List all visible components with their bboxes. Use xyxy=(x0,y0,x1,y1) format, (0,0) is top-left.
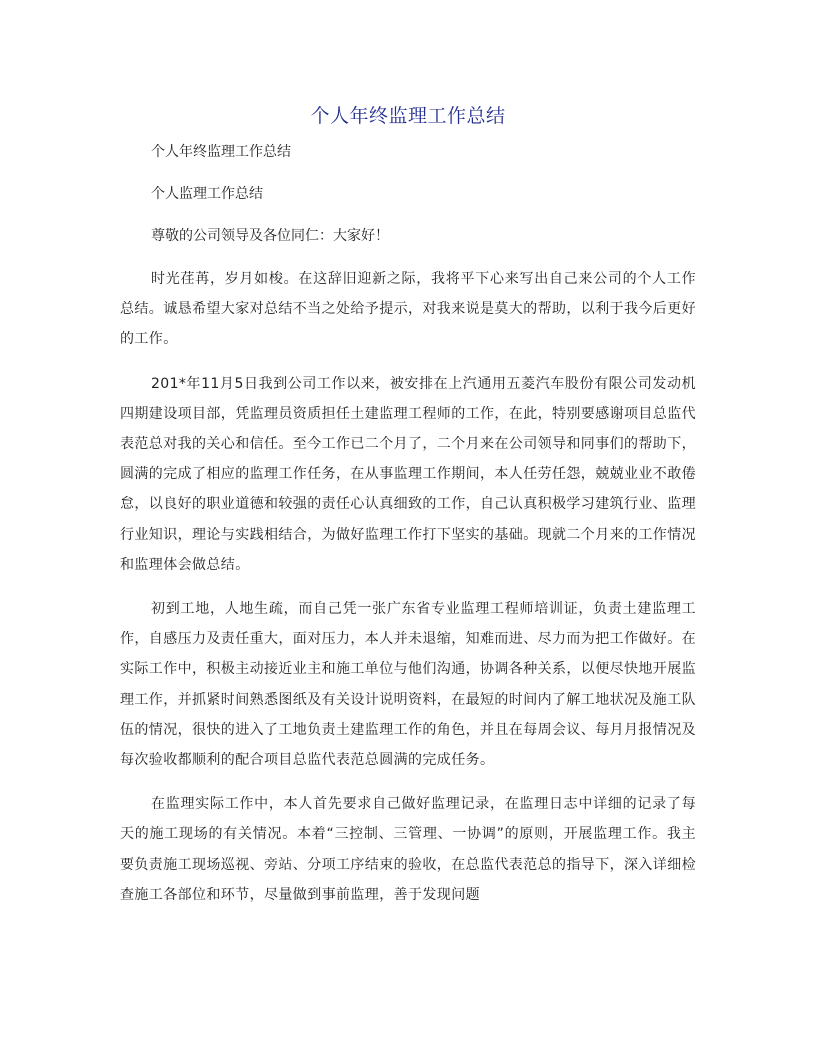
greeting-line: 尊敬的公司领导及各位同仁：大家好！ xyxy=(151,228,389,244)
body-paragraph: 在监理实际工作中，本人首先要求自己做好监理记录，在监理日志中详细的记录了每天的施工现场的有关情况。本着“三控制、三管理、一协调”的原则，开展监理工作。我主要负责施工现场巡视、旁站、分项工序结束的验收，在总监代表范总的指导下，深入详细检查施工各部位和环节，尽量做到事前监理，善于发现问题 xyxy=(120,796,696,903)
document-title: 个人年终监理工作总结 xyxy=(310,105,506,127)
body-paragraph: 时光荏苒，岁月如梭。在这辞旧迎新之际，我将平下心来写出自己来公司的个人工作总结。诚恳希望大家对总结不当之处给予提示，对我来说是莫大的帮助，以利于我今后更好的工作。 xyxy=(120,271,696,348)
subtitle-line: 个人年终监理工作总结 xyxy=(151,144,291,160)
body-paragraph: 201*年11月5日我到公司工作以来，被安排在上汽通用五菱汽车股份有限公司发动机四期建设项目部，凭监理员资质担任土建监理工程师的工作，在此，特别要感谢项目总监代表范总对我的关心和信任。至今工作已二个月了，二个月来在公司领导和同事们的帮助下，圆满的完成了相应的监理工作任务，在从事监理工作期间，本人任劳任怨，兢兢业业不敢倦怠，以良好的职业道德和较强的责任心认真细致的工作，自己认真积极学习建筑行业、监理行业知识，理论与实践相结合，为做好监理工作打下坚实的基础。现就二个月来的工作情况和监理体会做总结。 xyxy=(120,375,696,573)
body-paragraph: 初到工地，人地生疏，而自己凭一张广东省专业监理工程师培训证，负责土建监理工作，自感压力及责任重大，面对压力，本人并未退缩，知难而进、尽力而为把工作做好。在实际工作中，积极主动接近业主和施工单位与他们沟通，协调各种关系，以便尽快地开展监理工作，并抓紧时间熟悉图纸及有关设计说明资料，在最短的时间内了解工地状况及施工队伍的情况，很快的进入了工地负责土建监理工作的角色，并且在每周会议、每月月报情况及每次验收都顺利的配合项目总监代表范总圆满的完成任务。 xyxy=(120,601,696,769)
document-body xyxy=(120,138,696,910)
subtitle-line: 个人监理工作总结 xyxy=(151,186,263,202)
